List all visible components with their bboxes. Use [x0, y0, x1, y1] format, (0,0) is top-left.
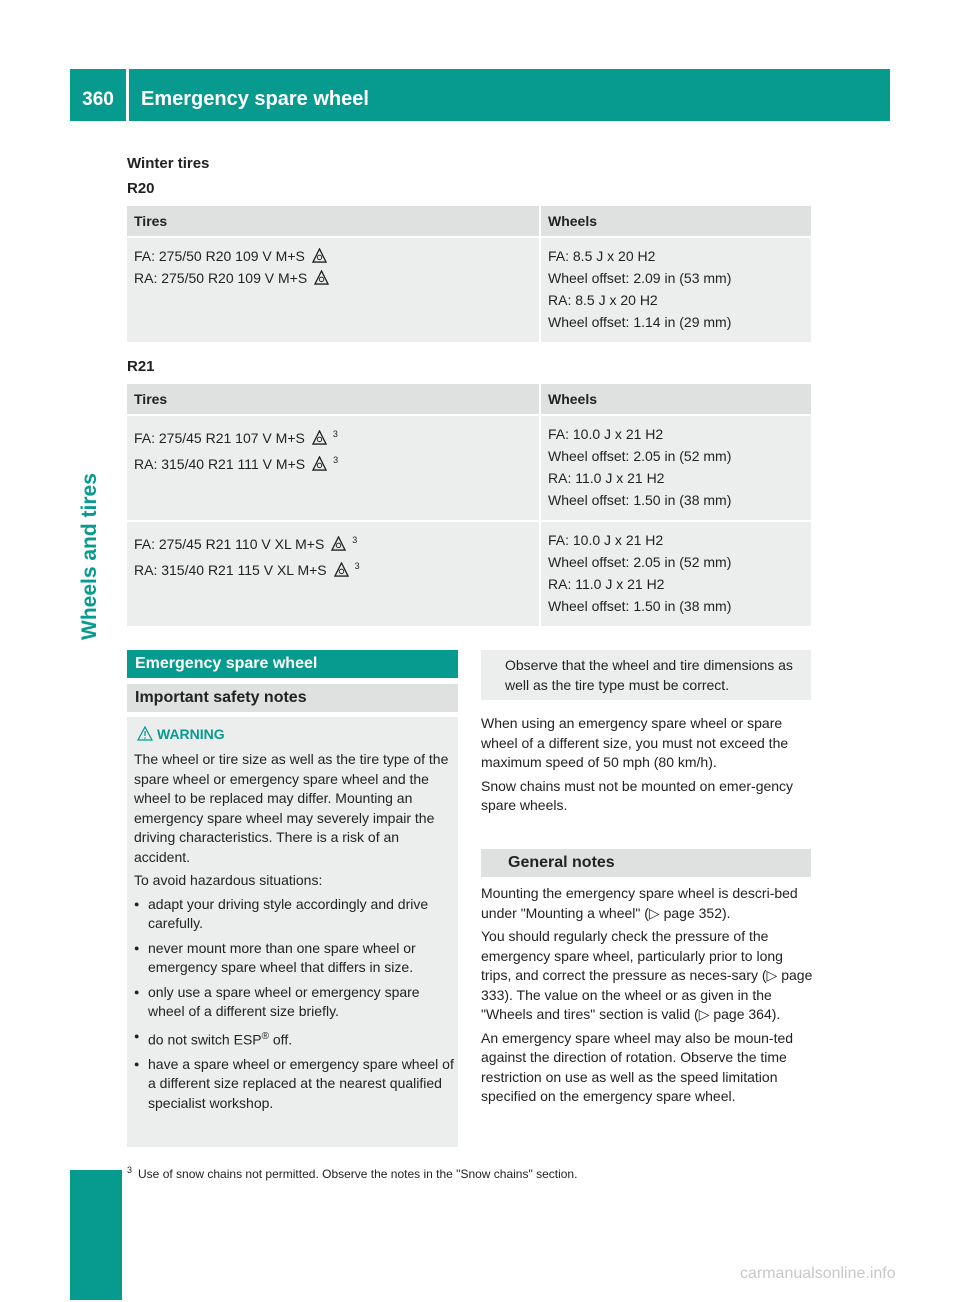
warning-paragraph: The wheel or tire size as well as the tire type of the spare wheel or emergency spare wheel and the wheel to be replaced may differ. Mounting an emergency spare wheel may severely impair the driving characteristics. There is a risk of an accident. [134, 751, 449, 865]
list-item: ● adapt your driving style accordingly and drive carefully. [134, 895, 454, 934]
warning-paragraph: To avoid hazardous situations: [134, 872, 323, 888]
snowflake-mountain-icon [314, 270, 329, 285]
warning-label: WARNING [157, 726, 225, 742]
side-tab-block [70, 1170, 122, 1300]
tire-line: FA: 275/45 R21 107 V M+S $^3$ [134, 429, 338, 446]
footnote-text: Use of snow chains not permitted. Observe the notes in the "Snow chains" section. [138, 1167, 578, 1181]
general-paragraph: An emergency spare wheel may also be moun-ted against the direction of rotation. Observe the time restriction on use as well as the speed limitation specified on the emergency spare wheel. [481, 1029, 794, 1104]
winter-tires-heading: Winter tires [127, 155, 210, 172]
section-heading-emergency-spare-wheel: Emergency spare wheel [127, 650, 458, 678]
wheel-line: FA: 10.0 J x 21 H2 [548, 532, 664, 548]
section-heading-general-notes: General notes [481, 849, 811, 877]
spare-body [481, 714, 814, 820]
list-item: ● do not switch ESP® off. [134, 1027, 454, 1050]
r20-label: R20 [127, 180, 155, 197]
wheel-line: FA: 10.0 J x 21 H2 [548, 426, 664, 442]
tire-line: RA: 315/40 R21 115 V XL M+S $^3$ [134, 561, 360, 578]
snowflake-mountain-icon [331, 536, 346, 551]
col-tires-header: Tires [127, 384, 541, 416]
warning-list [134, 895, 454, 1114]
r21-table [127, 384, 811, 628]
wheel-line: RA: 11.0 J x 21 H2 [548, 576, 665, 592]
r20-table [127, 206, 811, 344]
warning-triangle-icon [137, 726, 153, 741]
note-text: Observe that the wheel and tire dimensions as well as the tire type must be correct. [505, 657, 793, 693]
col-wheels-header: Wheels [541, 384, 811, 416]
wheel-line: Wheel offset: 2.05 in (52 mm) [548, 554, 732, 570]
footnote-ref: 3 [332, 429, 338, 439]
registered-mark: ® [261, 1030, 269, 1042]
note-box [481, 650, 811, 700]
page-number: 360 [82, 89, 114, 110]
paragraph-chains: Snow chains must not be mounted on emer-gency spare wheels. [481, 777, 794, 813]
snowflake-mountain-icon [312, 248, 327, 263]
col-tires-header: Tires [127, 206, 541, 238]
list-item: ● never mount more than one spare wheel or emergency spare wheel that differs in size. [134, 939, 454, 978]
wheel-line: Wheel offset: 1.50 in (38 mm) [548, 598, 732, 614]
general-body [481, 884, 814, 1111]
side-tab-label: Wheels and tires [78, 473, 101, 640]
wheel-line: Wheel offset: 1.14 in (29 mm) [548, 314, 732, 330]
tire-line: RA: 315/40 R21 111 V M+S $^3$ [134, 455, 339, 472]
snowflake-mountain-icon [312, 430, 327, 445]
col-wheels-header: Wheels [541, 206, 811, 238]
r21-label: R21 [127, 358, 155, 375]
table-row [127, 522, 811, 628]
snowflake-mountain-icon [312, 456, 327, 471]
footnote [127, 1165, 577, 1181]
paragraph-speed: When using an emergency spare wheel or spare wheel of a different size, you must not exceed the maximum speed of 50 mph (80 km/h). [481, 715, 789, 770]
footnote-ref: 3 [354, 561, 360, 571]
warning-box [127, 717, 458, 1147]
wheel-line: Wheel offset: 2.09 in (53 mm) [548, 270, 732, 286]
footnote-number: 3 [127, 1165, 133, 1175]
general-paragraph: Mounting the emergency spare wheel is descri-bed under "Mounting a wheel" (▷ page 352). [481, 885, 798, 921]
warning-body [134, 750, 454, 1118]
snowflake-mountain-icon [334, 562, 349, 577]
section-heading-safety-notes: Important safety notes [127, 684, 458, 712]
wheel-line: FA: 8.5 J x 20 H2 [548, 248, 656, 264]
wheel-line: Wheel offset: 2.05 in (52 mm) [548, 448, 732, 464]
table-row [127, 416, 811, 522]
list-item: ● only use a spare wheel or emergency spare wheel of a different size briefly. [134, 983, 454, 1022]
wheel-line: RA: 11.0 J x 21 H2 [548, 470, 665, 486]
tire-line: FA: 275/50 R20 109 V M+S [134, 245, 532, 267]
footnote-ref: 3 [352, 535, 358, 545]
wheel-line: RA: 8.5 J x 20 H2 [548, 292, 658, 308]
watermark: carmanualsonline.info [740, 1265, 896, 1282]
table-row [127, 238, 811, 344]
page-title: Emergency spare wheel [141, 88, 369, 110]
wheel-line: Wheel offset: 1.50 in (38 mm) [548, 492, 732, 508]
footnote-ref: 3 [333, 455, 339, 465]
general-paragraph: You should regularly check the pressure of the emergency spare wheel, particularly prior to long trips, and correct the pressure as neces-sary (▷ page 333). The value on the wheel or as given in the "Wheels and tires" section is valid (▷ page 364). [481, 928, 813, 1022]
tire-line: FA: 275/45 R21 110 V XL M+S $^3$ [134, 535, 358, 552]
tire-line: RA: 275/50 R20 109 V M+S [134, 267, 532, 289]
list-item: ● have a spare wheel or emergency spare wheel of a different size replaced at the nearest qualified specialist workshop. [134, 1055, 454, 1114]
page-number-box [70, 69, 129, 121]
